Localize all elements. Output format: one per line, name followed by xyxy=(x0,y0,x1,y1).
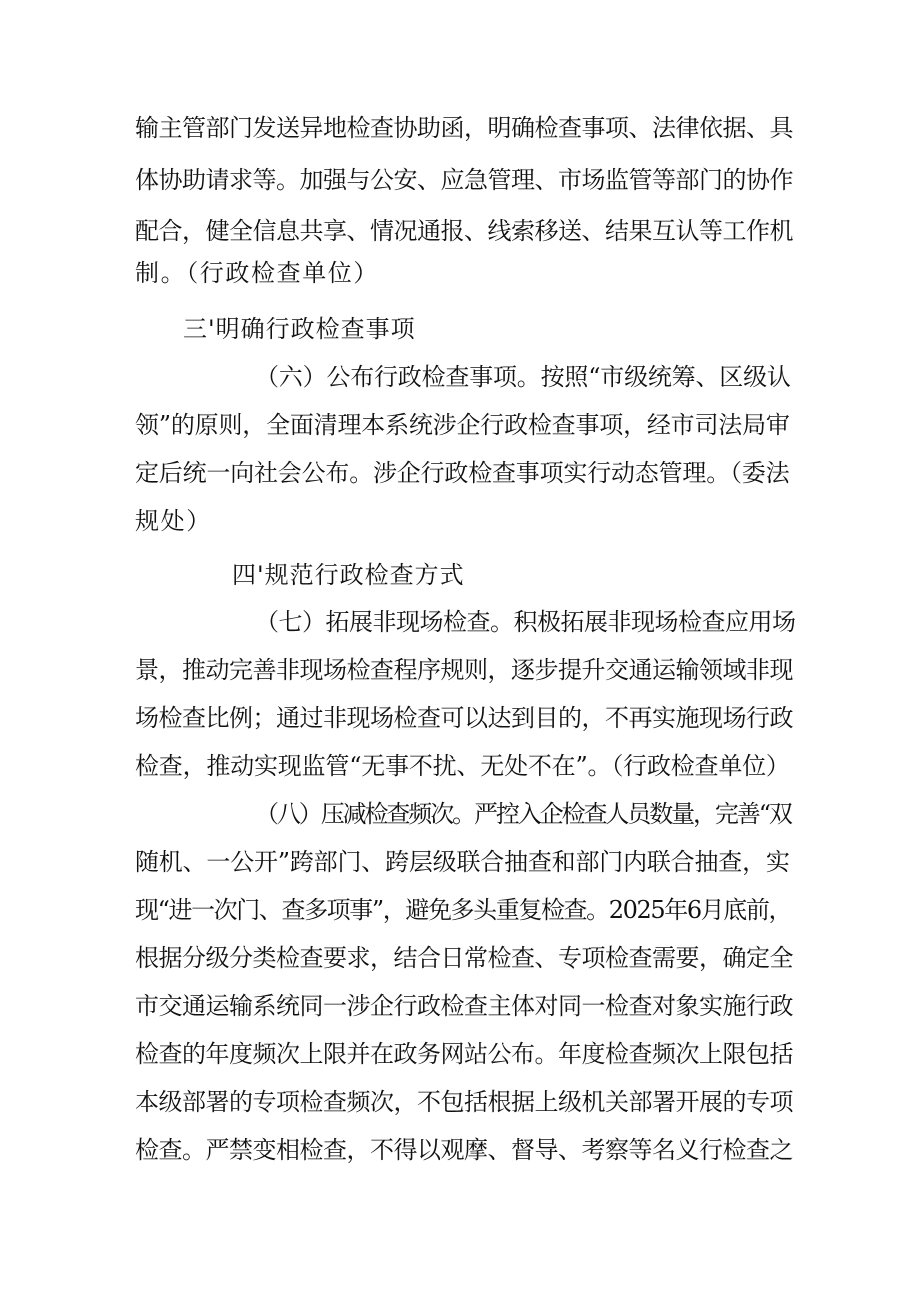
paragraph-line: （六）公布行政检查事项。按照“市级统筹、区级认 xyxy=(255,363,791,391)
paragraph-line: 输主管部门发送异地检查协助函，明确检查事项、法律依据、具 xyxy=(135,114,793,142)
paragraph-line: 检查的年度频次上限并在政务网站公布。年度检查频次上限包括 xyxy=(135,1040,793,1068)
paragraph-line: 检查，推动实现监管“无事不扰、无处不在”。（行政检查单位） xyxy=(135,752,790,780)
paragraph-line: 现“进一次门、查多项事”，避免多头重复检查。2025年6月底前， xyxy=(135,896,792,924)
paragraph-line: 本级部署的专项检查频次，不包括根据上级机关部署开展的专项 xyxy=(135,1088,793,1116)
paragraph-line: （八）压减检查频次。严控入企检查人员数量，完善“双 xyxy=(255,800,791,828)
paragraph-line: 随机、一公开”跨部门、跨层级联合抽查和部门内联合抽查，实 xyxy=(135,848,790,876)
paragraph-line: 景，推动完善非现场检查程序规则，逐步提升交通运输领域非现 xyxy=(135,656,793,684)
paragraph-line: （七）拓展非现场检查。积极拓展非现场检查应用场 xyxy=(255,608,796,636)
paragraph-line: 体协助请求等。加强与公安、应急管理、市场监管等部门的协作 xyxy=(135,166,793,194)
paragraph-line: 根据分级分类检查要求，结合日常检查、专项检查需要，确定全 xyxy=(135,944,793,972)
section-heading-3: 三'明确行政检查事项 xyxy=(183,315,416,343)
paragraph-line: 领”的原则，全面清理本系统涉企行政检查事项，经市司法局审 xyxy=(135,411,790,439)
paragraph-line: 制。（行政检查单位） xyxy=(135,259,379,287)
paragraph-line: 场检查比例；通过非现场检查可以达到目的，不再实施现场行政 xyxy=(135,704,793,732)
paragraph-line: 规处） xyxy=(135,507,212,535)
section-heading-4: 四'规范行政检查方式 xyxy=(232,561,465,589)
paragraph-line: 检查。严禁变相检查，不得以观摩、督导、考察等名义行检查之 xyxy=(135,1136,793,1164)
paragraph-line: 市交通运输系统同一涉企行政检查主体对同一检查对象实施行政 xyxy=(135,992,793,1020)
paragraph-line: 配合，健全信息共享、情况通报、线索移送、结果互认等工作机 xyxy=(135,217,793,245)
paragraph-line: 定后统一向社会公布。涉企行政检查事项实行动态管理。（委法 xyxy=(135,459,790,487)
